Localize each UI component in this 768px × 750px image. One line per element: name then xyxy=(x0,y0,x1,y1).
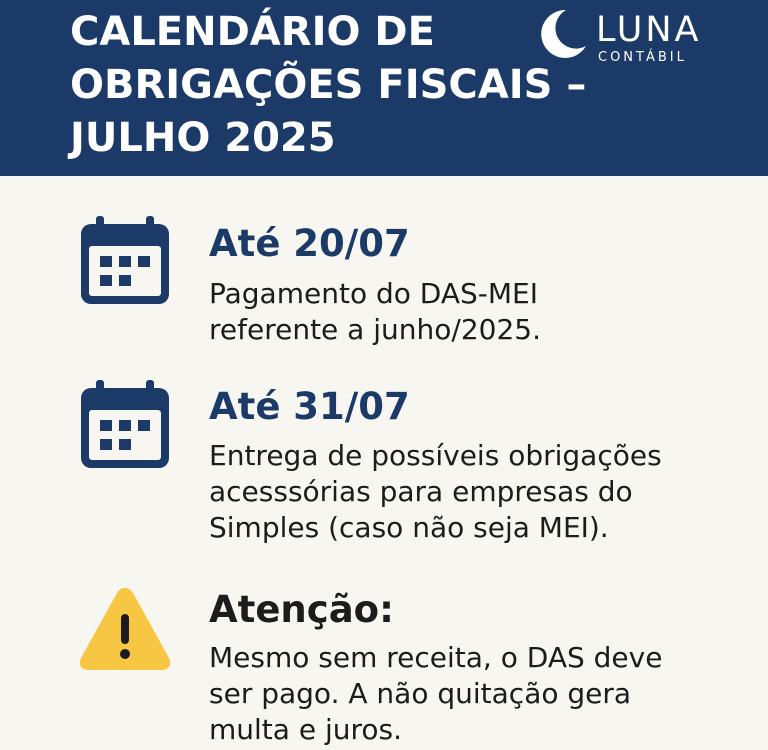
logo xyxy=(536,6,716,66)
crescent-moon-icon xyxy=(536,6,590,60)
item-text: Mesmo sem receita, o DAS deve ser pago. A não quitação gera multa e juros. xyxy=(209,641,663,746)
item-text: Entrega de possíveis obrigações acesssórias para empresas do Simples (caso não seja MEI). xyxy=(209,439,662,544)
logo-name: LUNA xyxy=(596,10,702,50)
warning-icon xyxy=(78,582,172,676)
item-text: Pagamento do DAS-MEI referente a junho/2025. xyxy=(209,277,541,346)
page-title: CALENDÁRIO DE OBRIGAÇÕES FISCAIS – JULHO 2025 xyxy=(70,9,587,161)
item-heading: Até 31/07 xyxy=(209,385,410,428)
item-heading: Até 20/07 xyxy=(209,222,410,265)
calendar-icon xyxy=(78,378,172,472)
item-heading: Atenção: xyxy=(209,588,394,631)
header-banner xyxy=(0,0,768,176)
logo-subtitle: CONTÁBIL xyxy=(598,50,687,65)
calendar-icon xyxy=(78,214,172,308)
